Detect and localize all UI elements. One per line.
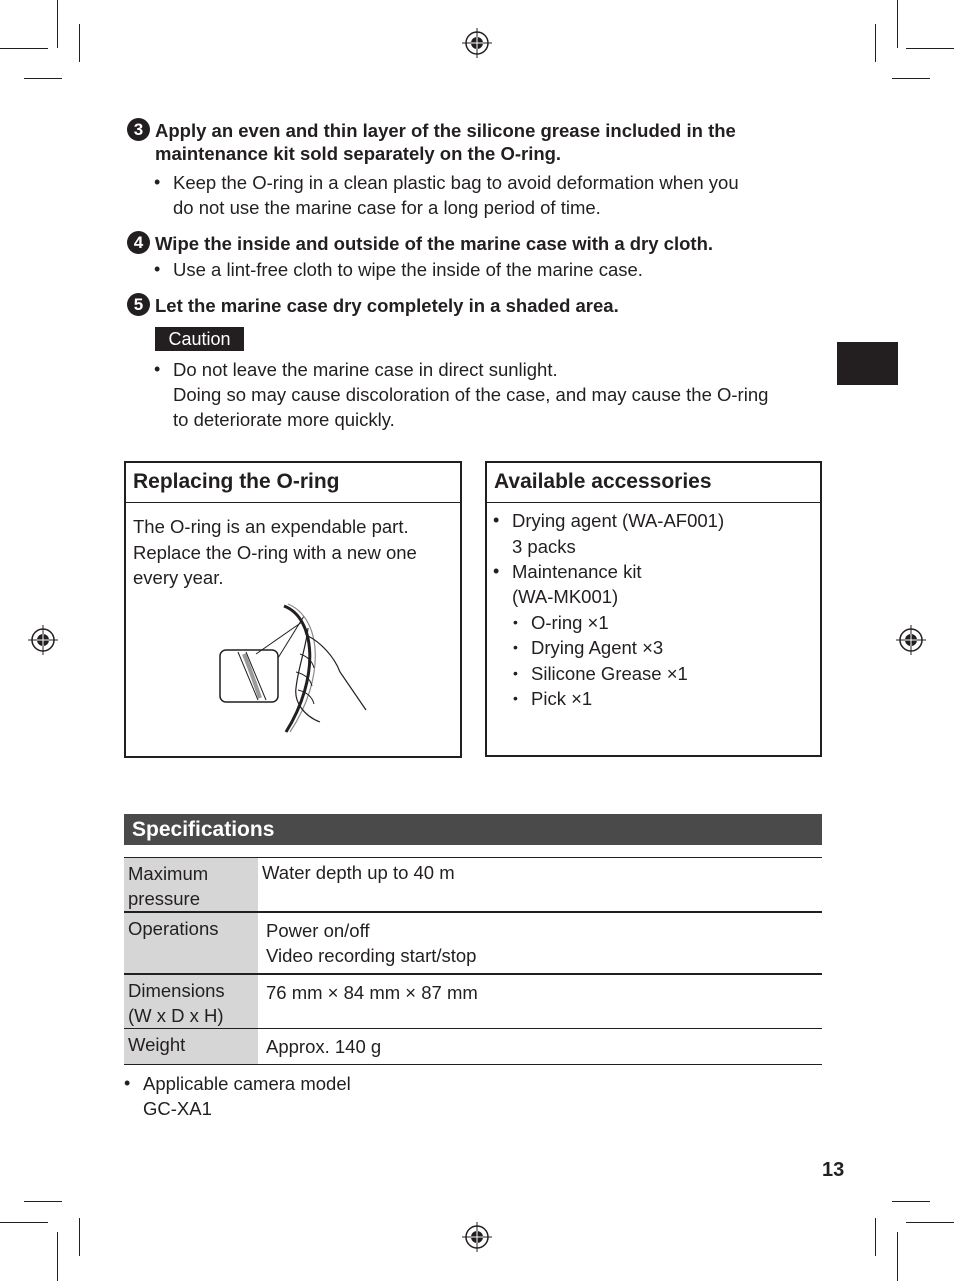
- spec-label: [124, 858, 258, 911]
- crop-mark: [875, 1218, 876, 1256]
- bullet-icon: •: [493, 510, 500, 530]
- crop-mark: [24, 1201, 62, 1202]
- step-title: maintenance kit sold separately on the O-ring.: [155, 143, 562, 164]
- step-number-badge: 3: [127, 118, 150, 141]
- spec-label: [124, 1029, 258, 1064]
- caution-label: Caution: [155, 327, 244, 351]
- crop-mark: [906, 1222, 954, 1223]
- crop-mark: [24, 78, 62, 79]
- spec-note: Applicable camera model: [143, 1073, 351, 1094]
- crop-mark: [0, 48, 48, 49]
- spec-note: GC-XA1: [143, 1098, 212, 1119]
- registration-mark-icon: [896, 625, 926, 655]
- step-note: Use a lint-free cloth to wipe the inside of the marine case.: [173, 259, 643, 280]
- crop-mark: [79, 1218, 80, 1256]
- bullet-icon: •: [513, 665, 518, 681]
- step-title: Apply an even and thin layer of the silicone grease included in the: [155, 120, 736, 141]
- crop-mark: [892, 78, 930, 79]
- oring-replacement-illustration: [216, 598, 376, 738]
- spec-value: Approx. 140 g: [266, 1036, 382, 1057]
- registration-mark-icon: [462, 28, 492, 58]
- kit-sub-item: Silicone Grease ×1: [531, 663, 688, 684]
- accessories-box: [485, 461, 822, 757]
- box-text: Replace the O-ring with a new one: [133, 542, 417, 563]
- accessory-item: Drying agent (WA-AF001): [512, 510, 725, 531]
- step-title: Let the marine case dry completely in a shaded area.: [155, 295, 619, 316]
- registration-mark-icon: [28, 625, 58, 655]
- step-note: do not use the marine case for a long period of time.: [173, 197, 601, 218]
- spec-label-text: Dimensions: [128, 980, 225, 1001]
- spec-label-text: (W x D x H): [128, 1005, 224, 1026]
- bullet-icon: •: [154, 259, 161, 279]
- box-title: Replacing the O-ring: [126, 463, 460, 503]
- crop-mark: [897, 1232, 898, 1281]
- caution-text: to deteriorate more quickly.: [173, 409, 395, 430]
- crop-mark: [875, 24, 876, 62]
- spec-label-text: Operations: [128, 918, 219, 939]
- crop-mark: [79, 24, 80, 62]
- spec-value: 76 mm × 84 mm × 87 mm: [266, 982, 478, 1003]
- kit-sub-item: O-ring ×1: [531, 612, 609, 633]
- bullet-icon: •: [124, 1073, 131, 1093]
- crop-mark: [892, 1201, 930, 1202]
- crop-mark: [897, 0, 898, 48]
- step-note: Keep the O-ring in a clean plastic bag to avoid deformation when you: [173, 172, 739, 193]
- crop-mark: [0, 1222, 48, 1223]
- table-rule: [124, 1064, 822, 1065]
- step-number-badge: 5: [127, 293, 150, 316]
- crop-mark: [57, 1232, 58, 1281]
- specifications-heading: Specifications: [124, 814, 822, 845]
- spec-value: Video recording start/stop: [266, 945, 477, 966]
- box-text: every year.: [133, 567, 224, 588]
- caution-text: Doing so may cause discoloration of the case, and may cause the O-ring: [173, 384, 769, 405]
- caution-text: Do not leave the marine case in direct sunlight.: [173, 359, 558, 380]
- section-tab: [837, 342, 898, 385]
- crop-mark: [57, 0, 58, 48]
- bullet-icon: •: [493, 561, 500, 581]
- bullet-icon: •: [513, 614, 518, 630]
- accessory-item: (WA-MK001): [512, 586, 619, 607]
- page-number: 13: [822, 1159, 845, 1181]
- step-title: Wipe the inside and outside of the marine case with a dry cloth.: [155, 233, 714, 254]
- box-title: Available accessories: [487, 463, 820, 503]
- spec-value: Water depth up to 40 m: [262, 862, 455, 883]
- bullet-icon: •: [154, 359, 161, 379]
- crop-mark: [906, 48, 954, 49]
- accessory-item: 3 packs: [512, 536, 576, 557]
- kit-sub-item: Pick ×1: [531, 688, 593, 709]
- bullet-icon: •: [154, 172, 161, 192]
- spec-label-text: Weight: [128, 1034, 186, 1055]
- accessory-item: Maintenance kit: [512, 561, 642, 582]
- box-text: The O-ring is an expendable part.: [133, 516, 409, 537]
- spec-label: [124, 913, 258, 973]
- oring-replacement-box: [124, 461, 462, 758]
- spec-label: [124, 975, 258, 1028]
- kit-sub-item: Drying Agent ×3: [531, 637, 664, 658]
- spec-label-text: pressure: [128, 888, 200, 909]
- bullet-icon: •: [513, 690, 518, 706]
- spec-value: Power on/off: [266, 920, 370, 941]
- bullet-icon: •: [513, 639, 518, 655]
- registration-mark-icon: [462, 1222, 492, 1252]
- spec-label-text: Maximum: [128, 863, 209, 884]
- step-number-badge: 4: [127, 231, 150, 254]
